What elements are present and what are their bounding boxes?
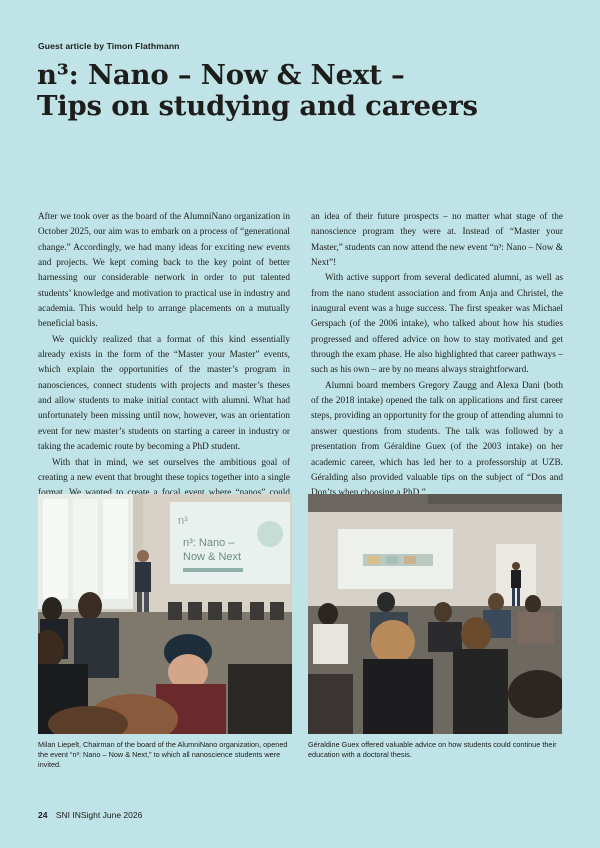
slide-title-line-1: n³: Nano –	[183, 537, 235, 549]
paragraph: With that in mind, we set ourselves the ambitious goal of creating a new event that brought these topics together into a single	[38, 457, 290, 483]
paragraph: After we took over as the board of the AlumniNano organization in October 2025, our aim was to embark on a process of “generational change.” Accordingly, we had many ideas for exciting new events and projects. We kept coming back to the key point of better harnessing our considerable network in order to put talented students’ knowledge and motivation to practical use in industry and academia. This would help to arrange placements on a mutually beneficial basis.	[38, 212, 290, 330]
svg-text:n³: n³	[178, 515, 188, 527]
title-line-2: Tips on studying and careers	[37, 90, 478, 122]
paragraph: an idea of their future prospects – no matter what stage of the nanoscience program they were at. Instead of “Master your Master,” students can now attend the new event “n³: Nano – Now & Next”!	[311, 212, 563, 269]
article-body	[38, 210, 563, 517]
publication-name: SNI INSight June 2026	[55, 810, 143, 820]
body-column-2	[311, 210, 563, 517]
paragraph: With active support from several dedicated alumni, as well as from the nano student association and from Anja and Christel, the inaugural event was a huge success. The first speaker was Michael Gerspach (of the 2006 intake), who talked about how his studies progressed and offered advice on how to stay motivated and get through the exam phase. He also highlighted that career pathways – such as his own – are by no means always straightforward.	[311, 273, 563, 376]
article-kicker: Guest article by Timon Flathmann	[38, 41, 180, 51]
page-number: 24	[38, 810, 48, 820]
article-title	[37, 60, 567, 122]
slide-title-line-2: Now & Next	[183, 551, 242, 563]
paragraph: Alumni board members Gregory Zaugg and Alexa Dani (both of the 2018 intake) opened the talk on applications and first career steps, providing an opportunity for the group of attending alumni to answer questions from students. The talk was followed by a presentation from Géraldine Guex (of the 2003 intake) on her academic career, which has led her to a professorship at UZB. Géralding also provided valuable tips on the subject of “Dos and	[311, 380, 563, 483]
caption-right: Géraldine Guex offered valuable advice on how students could continue their education with a doctoral thesis.	[308, 740, 557, 759]
paragraph: We quickly realized that a format of this kind essentially already exists in the form of the “Master your Master” events, which explain the opportunities of the master’s program in nanosciences, connect students with projects and master’s theses and allow students to make initial contact with alumni. What had unfortunately been missing until now, however, was an orientation event for new master’s students on starting a career in industry or taking the academic route by becoming a PhD student.	[38, 334, 290, 453]
page-footer	[38, 810, 142, 820]
caption-left: Milan Liepelt, Chairman of the board of the AlumniNano organization, opened the event “n³: Nano – Now & Next,” to which all nanoscience students were invited.	[38, 740, 288, 769]
body-column-1	[38, 210, 290, 517]
event-photo-audience	[308, 494, 562, 734]
event-photo-speaker	[38, 494, 292, 734]
title-line-1: n³: Nano – Now & Next –	[37, 59, 405, 91]
